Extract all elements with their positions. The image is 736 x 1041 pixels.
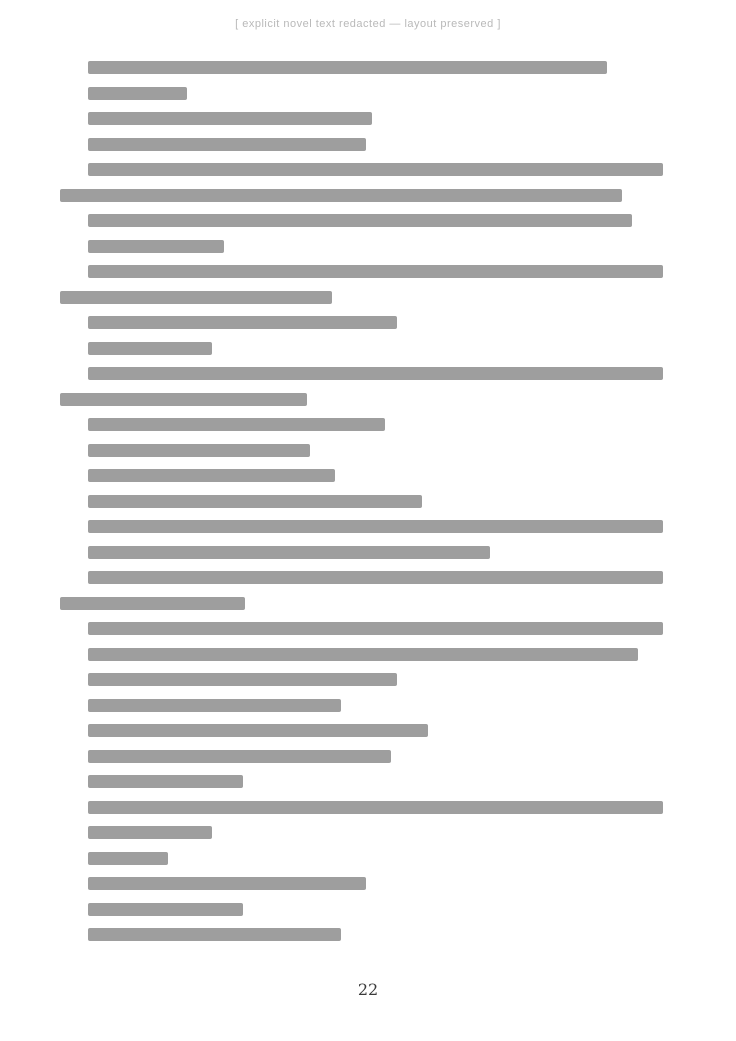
redacted-text-line — [60, 666, 678, 692]
redacted-text-bar — [88, 138, 366, 151]
redacted-text-line — [60, 488, 678, 514]
redacted-text-bar — [88, 520, 663, 533]
redacted-text-line — [60, 182, 678, 208]
redacted-text-bar — [88, 903, 243, 916]
redacted-text-bar — [88, 648, 638, 661]
redacted-text-line — [60, 233, 678, 259]
redacted-text-bar — [88, 418, 385, 431]
redacted-text-bar — [88, 316, 397, 329]
redacted-text-line — [60, 80, 678, 106]
redacted-text-bar — [88, 750, 391, 763]
redacted-text-bar — [88, 877, 366, 890]
redacted-text-line — [60, 921, 678, 947]
redacted-text-bar — [88, 444, 310, 457]
redacted-text-bar — [88, 163, 663, 176]
redacted-text-bar — [88, 775, 243, 788]
redacted-text-bar — [88, 112, 372, 125]
redacted-text-line — [60, 845, 678, 871]
redacted-text-bar — [60, 189, 622, 202]
redacted-text-line — [60, 794, 678, 820]
redacted-text-bar — [88, 469, 335, 482]
redacted-text-bar — [88, 622, 663, 635]
redacted-text-line — [60, 513, 678, 539]
redacted-text-line — [60, 692, 678, 718]
page-number: 22 — [357, 980, 379, 999]
redacted-text-line — [60, 539, 678, 565]
redacted-text-line — [60, 437, 678, 463]
redacted-text-line — [60, 105, 678, 131]
redacted-text-bar — [88, 571, 663, 584]
redacted-text-line — [60, 411, 678, 437]
redacted-text-bar — [88, 928, 341, 941]
redaction-notice: [ explicit novel text redacted — layout preserved ] — [235, 18, 501, 30]
redacted-text-line — [60, 360, 678, 386]
redacted-text-bar — [88, 214, 632, 227]
redacted-text-bar — [88, 852, 168, 865]
redacted-text-line — [60, 896, 678, 922]
redacted-text-bar — [60, 393, 307, 406]
redacted-text-bar — [88, 87, 187, 100]
redacted-text-bar — [88, 342, 212, 355]
redacted-text-line — [60, 335, 678, 361]
redacted-text-line — [60, 156, 678, 182]
redacted-text-bar — [88, 265, 663, 278]
redacted-text-bar — [88, 495, 422, 508]
redacted-text-bar — [88, 673, 397, 686]
redacted-text-line — [60, 309, 678, 335]
redacted-text-bar — [88, 699, 341, 712]
redacted-text-bar — [88, 61, 607, 74]
redacted-text-line — [60, 54, 678, 80]
redacted-text-line — [60, 284, 678, 310]
redacted-text-line — [60, 819, 678, 845]
redacted-text-line — [60, 768, 678, 794]
redacted-text-bar — [88, 724, 428, 737]
redacted-text-line — [60, 131, 678, 157]
redacted-text-bar — [88, 826, 212, 839]
redacted-text-line — [60, 564, 678, 590]
redacted-text-bar — [88, 240, 224, 253]
redacted-text-line — [60, 717, 678, 743]
body-text-block — [60, 54, 678, 947]
redacted-text-line — [60, 870, 678, 896]
redacted-text-line — [60, 258, 678, 284]
redacted-text-line — [60, 590, 678, 616]
redacted-text-bar — [88, 801, 663, 814]
redacted-text-bar — [88, 546, 490, 559]
redacted-text-line — [60, 615, 678, 641]
redacted-text-line — [60, 743, 678, 769]
redacted-text-bar — [60, 291, 332, 304]
redacted-text-line — [60, 207, 678, 233]
redacted-text-line — [60, 641, 678, 667]
redacted-text-bar — [88, 367, 663, 380]
redacted-text-line — [60, 386, 678, 412]
redacted-text-bar — [60, 597, 245, 610]
redacted-text-line — [60, 462, 678, 488]
